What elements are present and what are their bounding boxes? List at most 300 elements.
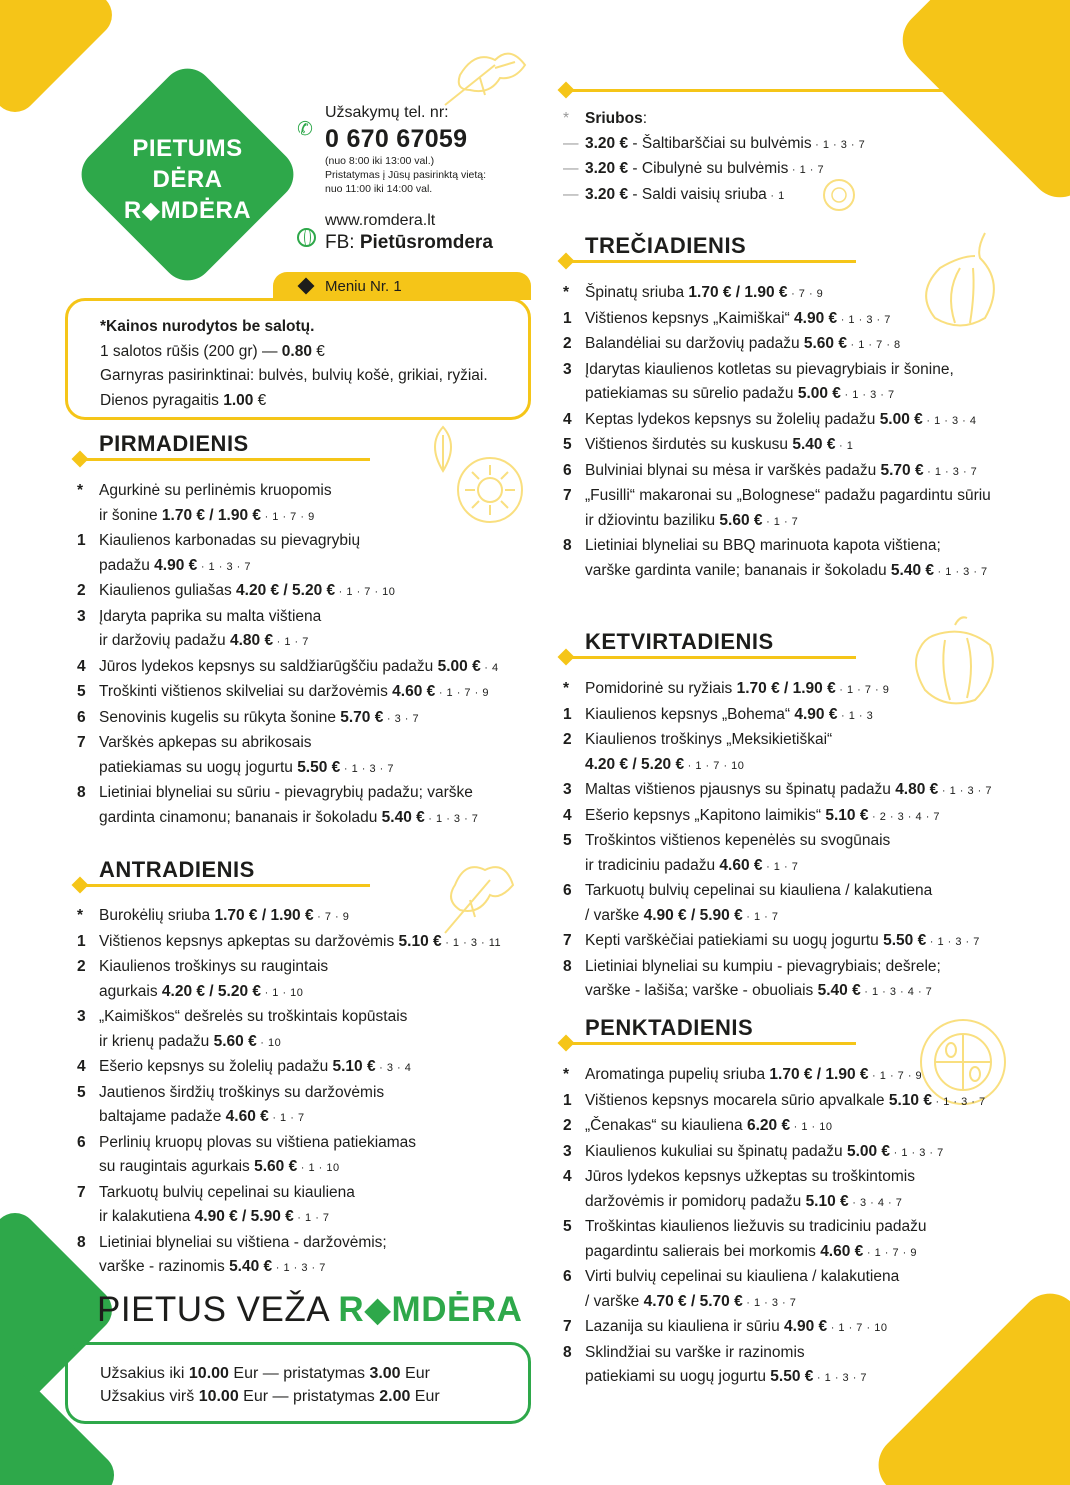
brand-slogan bbox=[97, 1290, 522, 1330]
website-link[interactable]: www.romdera.lt bbox=[325, 212, 436, 229]
item-description-line2 bbox=[585, 703, 1043, 729]
menu-item bbox=[77, 706, 547, 732]
item-description: / varške bbox=[585, 1292, 644, 1310]
dl1-a: Užsakius iki bbox=[100, 1365, 189, 1382]
item-number: 3 bbox=[77, 1008, 86, 1025]
item-number: * bbox=[563, 680, 570, 697]
item-description-line2 bbox=[99, 904, 547, 930]
item-price: 4.60 € bbox=[225, 1108, 269, 1125]
item-description-line2 bbox=[585, 677, 1043, 703]
salad-text: 1 salotos rūšis (200 gr) — bbox=[100, 342, 282, 360]
menu-item bbox=[77, 930, 547, 956]
thursday-menu-list bbox=[563, 677, 1043, 1005]
item-description-line1: Troškintos vištienos kepenėlės su svogūnais bbox=[585, 832, 891, 849]
menu-item bbox=[77, 731, 547, 781]
menu-number-label: Meniu Nr. 1 bbox=[325, 278, 402, 295]
item-allergens: · 1 · 3 · 7 bbox=[890, 1146, 944, 1159]
item-description-line1: Kiaulienos troškinys „Meksikietiškai“ bbox=[585, 731, 833, 748]
item-description: Keptas lydekos kepsnys su žolelių padažu bbox=[585, 410, 880, 428]
item-number: 1 bbox=[563, 705, 572, 723]
item-allergens: · 1 · 3 · 7 bbox=[424, 812, 479, 825]
item-allergens: · 1 · 3 · 7 bbox=[923, 465, 978, 478]
item-description-line2 bbox=[585, 509, 1043, 535]
item-description: Špinatų sriuba bbox=[585, 284, 689, 301]
item-number: 2 bbox=[77, 958, 86, 975]
price-info-box bbox=[65, 298, 531, 420]
soups-bullet: * bbox=[563, 110, 570, 127]
item-description: Kiaulienos kukuliai su špinatų padažu bbox=[585, 1142, 847, 1160]
item-description: Aromatinga pupelių sriuba bbox=[585, 1066, 770, 1083]
item-description: Vištienos kepsnys apkeptas su daržovėmis bbox=[99, 932, 399, 950]
menu-item bbox=[77, 680, 547, 706]
soup-name: - Cibulynė su bulvėmis bbox=[628, 160, 789, 177]
menu-item bbox=[77, 1181, 547, 1231]
item-number: 3 bbox=[563, 1142, 572, 1160]
item-allergens: · 1 · 3 · 7 bbox=[272, 1262, 326, 1274]
item-price: 1.70 € / 1.90 € bbox=[769, 1066, 869, 1083]
soups-title-suffix: : bbox=[642, 110, 648, 127]
tuesday-diamond bbox=[72, 877, 89, 894]
salad-line bbox=[100, 340, 528, 365]
item-description-line2 bbox=[99, 1255, 547, 1281]
item-description-line2 bbox=[99, 655, 547, 681]
soup-rows bbox=[563, 132, 963, 209]
item-description-line2 bbox=[99, 554, 547, 580]
dl2-e: Eur bbox=[410, 1388, 440, 1405]
item-description-line1: Kiaulienos troškinys su raugintais bbox=[99, 958, 329, 975]
menu-item bbox=[563, 1215, 1043, 1265]
item-description-line1: Kiaulienos karbonadas su pievagrybių bbox=[99, 532, 361, 549]
item-allergens: · 1 · 7 · 10 bbox=[335, 586, 396, 598]
menu-item bbox=[563, 358, 1043, 408]
item-description-line2 bbox=[585, 1365, 1043, 1391]
item-price: 5.50 € bbox=[297, 758, 341, 776]
menu-item bbox=[563, 728, 1043, 778]
item-number: 1 bbox=[563, 1091, 572, 1109]
item-price: 4.90 € bbox=[784, 1318, 828, 1335]
soup-item bbox=[563, 183, 963, 209]
item-description-line1: Įdaryta paprika su malta vištiena bbox=[99, 607, 322, 625]
item-number: * bbox=[563, 284, 570, 301]
menu-item bbox=[563, 1140, 1043, 1166]
item-description-line2 bbox=[99, 1055, 547, 1081]
menu-item bbox=[563, 929, 1043, 955]
item-allergens: · 1 · 3 · 7 bbox=[938, 785, 992, 797]
item-description-line1: Agurkinė su perlinėmis kruopomis bbox=[99, 482, 332, 499]
menu-item bbox=[77, 605, 547, 655]
soup-item bbox=[563, 157, 963, 183]
item-number: 3 bbox=[563, 360, 572, 378]
friday-diamond bbox=[558, 1035, 575, 1052]
item-description-line2 bbox=[99, 980, 547, 1006]
item-allergens: · 1 · 7 · 9 bbox=[435, 687, 489, 699]
item-description: Kiaulienos guliašas bbox=[99, 582, 237, 599]
item-description-line1: Troškintas kiaulienos liežuvis su tradiciniu padažu bbox=[585, 1218, 927, 1235]
item-allergens: · 1 · 3 · 7 bbox=[837, 313, 891, 326]
item-description: Ešerio kepsnys „Kapitono laimikis“ bbox=[585, 806, 826, 824]
tuesday-menu-list bbox=[77, 904, 547, 1281]
dl2-c: Eur — pristatymas bbox=[238, 1388, 380, 1405]
item-description: varške - razinomis bbox=[99, 1258, 230, 1275]
item-description-line1: Varškės apkepas su abrikosais bbox=[99, 734, 312, 751]
menu-item bbox=[77, 579, 547, 605]
item-description-line2 bbox=[585, 307, 1043, 333]
menu-item bbox=[563, 1089, 1043, 1115]
item-description-line2 bbox=[585, 433, 1043, 459]
menu-item bbox=[563, 804, 1043, 830]
soup-dash: — bbox=[563, 134, 579, 152]
menu-item bbox=[77, 529, 547, 579]
item-price: 5.50 € bbox=[883, 932, 927, 949]
item-description-line1: Lietiniai blyneliai su vištiena - daržovėmis; bbox=[99, 1233, 387, 1251]
item-description-line2 bbox=[99, 1030, 547, 1056]
item-description: Kiaulienos kepsnys „Bohema“ bbox=[585, 705, 795, 723]
soup-price: 3.20 € bbox=[585, 134, 629, 152]
item-description-line2 bbox=[99, 806, 547, 832]
menu-item bbox=[563, 1063, 1043, 1089]
item-description: / varške bbox=[585, 906, 644, 924]
item-price: 4.60 € bbox=[719, 856, 763, 874]
item-number: 6 bbox=[563, 461, 572, 479]
menu-item bbox=[77, 904, 547, 930]
order-phone-label: Užsakymų tel. nr: bbox=[325, 104, 449, 121]
item-price: 5.40 € bbox=[792, 436, 836, 453]
item-description: Lazanija su kiauliena ir sūriu bbox=[585, 1318, 785, 1335]
item-number: 7 bbox=[563, 1318, 572, 1335]
menu-item bbox=[77, 1131, 547, 1181]
item-description: pagardintu salierais bei morkomis bbox=[585, 1242, 821, 1260]
menu-item bbox=[563, 829, 1043, 879]
item-description-line2 bbox=[99, 680, 547, 706]
friday-underline bbox=[566, 1042, 856, 1045]
item-description-line1: Įdarytas kiaulienos kotletas su pievagrybiais ir šonine, bbox=[585, 360, 954, 378]
item-description-line2 bbox=[585, 1190, 1043, 1216]
item-description-line1: Lietiniai blyneliai su kumpiu - pievagrybiais; dešrele; bbox=[585, 957, 941, 975]
menu-item bbox=[77, 955, 547, 1005]
item-allergens: · 1 · 7 · 10 bbox=[827, 1322, 888, 1334]
item-allergens: · 1 · 10 bbox=[790, 1121, 833, 1133]
menu-item bbox=[77, 1005, 547, 1055]
item-allergens: · 1 · 3 · 7 bbox=[197, 560, 251, 573]
dl2-a: Užsakius virš bbox=[100, 1388, 199, 1405]
menu-item bbox=[563, 1341, 1043, 1391]
item-allergens: · 1 · 3 · 7 bbox=[931, 1095, 986, 1108]
item-allergens: · 1 · 7 bbox=[762, 860, 799, 873]
wednesday-diamond bbox=[558, 253, 575, 270]
item-description: Maltas vištienos pjausnys su špinatų padažu bbox=[585, 781, 896, 798]
brand-name: R◆MDĖRA bbox=[338, 1290, 523, 1329]
item-number: 5 bbox=[77, 1083, 86, 1101]
item-description: varške - lašiša; varške - obuoliais bbox=[585, 982, 818, 999]
item-number: * bbox=[563, 1066, 570, 1083]
item-number: * bbox=[77, 907, 84, 924]
item-price: 6.20 € bbox=[746, 1117, 791, 1134]
brand-prefix: PIETUS VEŽA bbox=[97, 1290, 339, 1329]
item-description-line2 bbox=[99, 756, 547, 782]
item-price: 5.00 € bbox=[879, 410, 923, 428]
menu-number-tab bbox=[273, 272, 531, 300]
item-number: 1 bbox=[563, 309, 572, 327]
item-number: * bbox=[77, 482, 84, 499]
item-description-line2 bbox=[585, 1290, 1043, 1316]
item-price: 5.00 € bbox=[437, 657, 481, 675]
item-description-line2 bbox=[585, 382, 1043, 408]
item-number: 2 bbox=[77, 582, 86, 599]
soup-name: - Šaltibarščiai su bulvėmis bbox=[628, 134, 812, 152]
item-description: Burokėlių sriuba bbox=[99, 907, 215, 924]
monday-menu-list bbox=[77, 479, 547, 831]
menu-item bbox=[563, 408, 1043, 434]
item-description-line2 bbox=[585, 408, 1043, 434]
monday-title: PIRMADIENIS bbox=[99, 431, 249, 456]
item-price: 4.90 € / 5.90 € bbox=[643, 906, 743, 924]
item-description-line2 bbox=[585, 753, 1043, 779]
item-allergens: · 1 · 10 bbox=[297, 1162, 340, 1174]
order-phone-number[interactable]: 0 670 67059 bbox=[325, 125, 468, 153]
soups-diamond bbox=[558, 82, 575, 99]
item-number: 4 bbox=[77, 657, 86, 675]
diamond-icon bbox=[298, 278, 315, 295]
item-description: „Čenakas“ su kiauliena bbox=[585, 1117, 747, 1134]
item-description: ir džiovintu baziliku bbox=[585, 511, 720, 529]
dl1-c: Eur — pristatymas bbox=[228, 1365, 370, 1382]
item-description-line1: Perlinių kruopų plovas su vištiena patiekiamas bbox=[99, 1133, 417, 1151]
item-price: 5.60 € bbox=[254, 1158, 298, 1175]
item-number: 7 bbox=[77, 734, 86, 751]
thursday-diamond bbox=[558, 649, 575, 666]
item-price: 1.70 € / 1.90 € bbox=[214, 907, 314, 924]
item-price: 4.90 € bbox=[794, 309, 838, 327]
item-number: 5 bbox=[563, 1218, 572, 1235]
salad-currency: € bbox=[311, 342, 325, 360]
item-allergens: · 1 · 7 · 10 bbox=[684, 759, 745, 772]
item-number: 1 bbox=[77, 932, 86, 950]
item-allergens: · 3 · 4 bbox=[375, 1062, 412, 1074]
item-number: 4 bbox=[563, 1168, 572, 1185]
item-description-line2 bbox=[585, 559, 1043, 585]
delivery-line-2 bbox=[100, 1385, 528, 1408]
item-number: 5 bbox=[563, 832, 572, 849]
soup-dash: — bbox=[563, 185, 579, 203]
garnish-line: Garnyras pasirinktinai: bulvės, bulvių košė, grikiai, ryžiai. bbox=[100, 367, 488, 384]
item-number: 2 bbox=[563, 731, 572, 748]
item-number: 8 bbox=[563, 1343, 572, 1361]
item-description: agurkais bbox=[99, 982, 162, 1000]
item-price: 5.40 € bbox=[381, 808, 425, 826]
soup-allergens: · 1 · 7 bbox=[788, 164, 825, 176]
item-number: 7 bbox=[563, 487, 572, 504]
item-description-line2 bbox=[585, 979, 1043, 1005]
item-description: Jūros lydekos kepsnys su saldžiarūgščiu padažu bbox=[99, 657, 438, 675]
item-description-line1: Virti bulvių cepelinai su kiauliena / kalakutiena bbox=[585, 1268, 900, 1285]
logo-line-3: R◆MDĖRA bbox=[123, 197, 252, 224]
item-number: 4 bbox=[563, 806, 572, 824]
salad-price: 0.80 bbox=[281, 342, 312, 360]
item-number: 3 bbox=[77, 607, 86, 625]
delivery-note-1: Pristatymas į Jūsų pasirinktą vietą: bbox=[325, 169, 487, 181]
item-description: padažu bbox=[99, 556, 155, 574]
item-allergens: · 1 bbox=[835, 440, 854, 452]
item-description: gardinta cinamonu; bananais ir šokoladu bbox=[99, 808, 382, 826]
item-price: 5.40 € bbox=[817, 982, 861, 999]
facebook-link[interactable] bbox=[325, 232, 493, 254]
item-allergens: · 1 · 3 · 4 bbox=[922, 414, 977, 427]
globe-icon bbox=[297, 228, 316, 247]
item-description: ir kalakutiena bbox=[99, 1208, 195, 1225]
item-allergens: · 1 · 3 · 7 bbox=[840, 389, 895, 401]
item-allergens: · 1 · 7 · 9 bbox=[835, 684, 890, 696]
item-description-line2 bbox=[585, 778, 1043, 804]
soup-price: 3.20 € bbox=[585, 160, 629, 177]
menu-item bbox=[77, 1231, 547, 1281]
logo-line-1: PIETUMS bbox=[132, 135, 243, 162]
item-description: ir daržovių padažu bbox=[99, 632, 230, 649]
item-number: 1 bbox=[77, 532, 86, 549]
item-description: Ešerio kepsnys su žolelių padažu bbox=[99, 1058, 333, 1075]
item-allergens: · 1 · 7 · 9 bbox=[868, 1070, 923, 1082]
item-price: 1.70 € / 1.90 € bbox=[688, 284, 788, 301]
fb-prefix: FB: bbox=[325, 232, 360, 253]
wednesday-menu-list bbox=[563, 281, 1043, 584]
item-allergens: · 1 · 3 bbox=[837, 709, 874, 722]
item-price: 4.70 € / 5.70 € bbox=[643, 1292, 743, 1310]
wednesday-underline bbox=[566, 260, 856, 263]
soup-name: - Saldi vaisių sriuba bbox=[628, 185, 767, 203]
menu-item bbox=[563, 1165, 1043, 1215]
menu-item bbox=[563, 281, 1043, 307]
item-allergens: · 1 · 3 · 7 bbox=[813, 1372, 868, 1384]
item-allergens: · 1 · 3 · 7 bbox=[934, 565, 988, 578]
item-number: 3 bbox=[563, 781, 572, 798]
item-number: 8 bbox=[77, 1233, 86, 1251]
herb-icon bbox=[440, 40, 535, 110]
item-description-line2 bbox=[585, 854, 1043, 880]
item-allergens: · 1 · 7 bbox=[268, 1112, 305, 1124]
item-description: Vištienos širdutės su kuskusu bbox=[585, 436, 793, 453]
menu-item bbox=[563, 677, 1043, 703]
menu-item bbox=[563, 955, 1043, 1005]
item-price: 5.10 € bbox=[825, 806, 869, 824]
item-price: 5.00 € bbox=[797, 385, 841, 402]
item-price: 4.60 € bbox=[392, 683, 436, 700]
item-allergens: · 1 · 7 bbox=[293, 1212, 330, 1224]
item-price: 5.10 € bbox=[888, 1091, 932, 1109]
item-description-line1: Lietiniai blyneliai su BBQ marinuota kapota vištiena; bbox=[585, 537, 941, 554]
item-description-line2 bbox=[585, 929, 1043, 955]
item-description: ir krienų padažu bbox=[99, 1032, 214, 1050]
dl1-b: 10.00 bbox=[188, 1365, 229, 1382]
dl2-d: 2.00 bbox=[379, 1388, 411, 1405]
item-description: patiekiamas su uogų jogurtu bbox=[99, 758, 298, 776]
item-price: 4.20 € / 5.20 € bbox=[585, 755, 685, 773]
item-price: 5.70 € bbox=[340, 708, 384, 726]
item-price: 5.60 € bbox=[803, 335, 847, 352]
menu-item bbox=[563, 879, 1043, 929]
item-number: 8 bbox=[563, 537, 572, 554]
contact-block bbox=[325, 104, 493, 254]
monday-diamond bbox=[72, 451, 89, 468]
item-price: 4.80 € bbox=[895, 781, 939, 798]
item-price: 4.80 € bbox=[229, 632, 274, 649]
item-description-line1: Lietiniai blyneliai su sūriu - pievagrybių padažu; varške bbox=[99, 784, 473, 801]
item-price: 4.20 € / 5.20 € bbox=[161, 982, 262, 1000]
item-description: patiekiami su uogų jogurtu bbox=[585, 1368, 771, 1385]
tuesday-underline bbox=[80, 884, 370, 887]
item-description: Vištienos kepsnys mocarela sūrio apvalkale bbox=[585, 1091, 889, 1109]
order-hours: (nuo 8:00 iki 13:00 val.) bbox=[325, 155, 435, 167]
item-description-line1: „Fusilli“ makaronai su „Bolognese“ padažu pagardintu sūriu bbox=[585, 487, 991, 504]
item-price: 5.60 € bbox=[719, 511, 763, 529]
pie-price: 1.00 bbox=[223, 391, 254, 409]
item-allergens: · 1 · 7 · 8 bbox=[846, 339, 901, 351]
item-number: 2 bbox=[563, 335, 572, 352]
item-price: 4.90 € / 5.90 € bbox=[194, 1208, 294, 1225]
item-description: ir tradiciniu padažu bbox=[585, 856, 720, 874]
menu-item bbox=[563, 534, 1043, 584]
item-price: 4.60 € bbox=[820, 1242, 864, 1260]
soup-price: 3.20 € bbox=[585, 185, 629, 203]
item-number: 6 bbox=[77, 708, 86, 726]
menu-item bbox=[563, 307, 1043, 333]
item-allergens: · 1 · 7 bbox=[273, 636, 309, 648]
item-price: 5.50 € bbox=[770, 1368, 814, 1385]
item-price: 5.10 € bbox=[805, 1192, 849, 1210]
item-price: 5.40 € bbox=[890, 561, 934, 579]
soups-title: Sriubos bbox=[585, 110, 643, 127]
item-description-line2 bbox=[99, 1155, 547, 1181]
dl1-e: Eur bbox=[400, 1365, 430, 1382]
item-description-line2 bbox=[585, 1240, 1043, 1266]
dl1-d: 3.00 bbox=[369, 1365, 401, 1382]
item-allergens: · 2 · 3 · 4 · 7 bbox=[868, 810, 941, 823]
monday-underline bbox=[80, 458, 370, 461]
item-description-line2 bbox=[585, 1140, 1043, 1166]
item-description-line2 bbox=[99, 1205, 547, 1231]
item-description-line2 bbox=[585, 281, 1043, 307]
item-description: patiekiamas su sūrelio padažu bbox=[585, 385, 798, 402]
item-description: varške gardinta vanile; bananais ir šokoladu bbox=[585, 561, 891, 579]
item-description-line2 bbox=[99, 706, 547, 732]
item-price: 4.90 € bbox=[154, 556, 198, 574]
item-description-line2 bbox=[585, 804, 1043, 830]
fb-name: Pietūsromdera bbox=[359, 232, 493, 253]
item-description: Senovinis kugelis su rūkyta šonine bbox=[99, 708, 341, 726]
item-allergens: · 4 bbox=[480, 661, 499, 674]
menu-item bbox=[563, 433, 1043, 459]
menu-item bbox=[77, 655, 547, 681]
item-description: Troškinti vištienos skilveliai su daržovėmis bbox=[99, 683, 393, 700]
item-price: 1.70 € / 1.90 € bbox=[161, 506, 262, 524]
price-note: *Kainos nurodytos be salotų. bbox=[100, 318, 315, 335]
item-allergens: · 7 · 9 bbox=[313, 911, 350, 923]
item-price: 5.40 € bbox=[229, 1258, 273, 1275]
item-number: 7 bbox=[77, 1183, 86, 1201]
tuesday-title: ANTRADIENIS bbox=[99, 857, 255, 882]
item-number: 6 bbox=[563, 882, 572, 899]
item-allergens: · 3 · 4 · 7 bbox=[848, 1196, 903, 1209]
item-price: 5.70 € bbox=[880, 461, 924, 479]
item-price: 4.20 € / 5.20 € bbox=[236, 582, 336, 599]
logo bbox=[95, 133, 280, 226]
item-description-line2 bbox=[585, 1089, 1043, 1115]
delivery-line-1 bbox=[100, 1362, 528, 1385]
thursday-title: KETVIRTADIENIS bbox=[585, 629, 774, 654]
item-allergens: · 1 · 7 bbox=[742, 910, 779, 923]
item-price: 1.70 € / 1.90 € bbox=[736, 680, 836, 697]
delivery-note-2: nuo 11:00 iki 14:00 val. bbox=[325, 183, 433, 195]
item-description-line2 bbox=[585, 459, 1043, 485]
item-description: Bulviniai blynai su mėsa ir varškės padažu bbox=[585, 461, 881, 479]
